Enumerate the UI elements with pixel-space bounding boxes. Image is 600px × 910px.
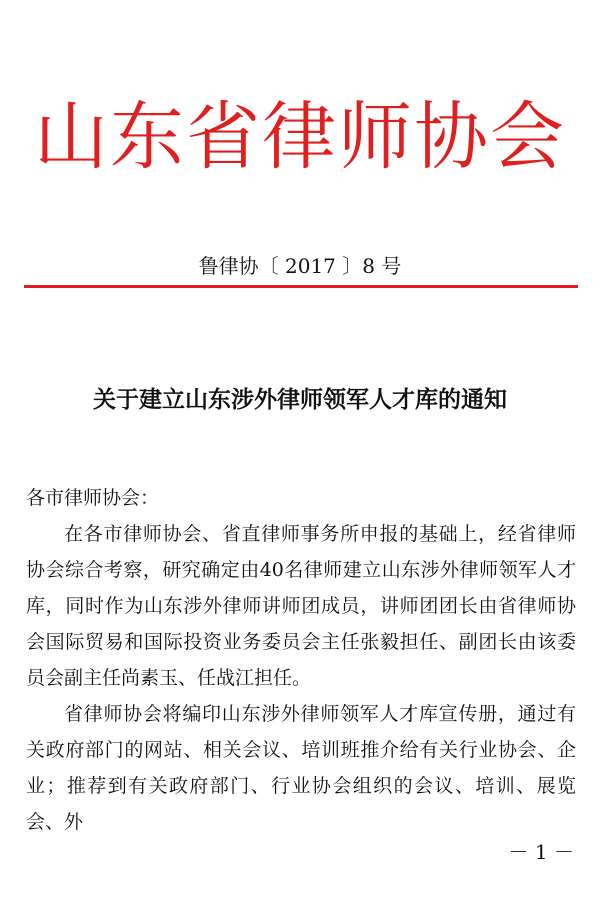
header-divider [24, 285, 578, 288]
salutation: 各市律师协会： [26, 487, 160, 509]
document-body [26, 480, 576, 840]
body-paragraph-1: 在各市律师协会、省直律师事务所申报的基础上，经省律师协会综合考察，研究确定由40名律师建立山东涉外律师领军人才库，同时作为山东涉外律师讲师团成员，讲师团团长由省律师协会国际贸易和国际投资业务委员会主任张毅担任、副团长由该委员会副主任尚素玉、任战江担任。 [26, 523, 576, 689]
document-number: 鲁律协〔 2017 〕8 号 [198, 254, 402, 278]
page-number: － 1 － [508, 840, 574, 864]
organization-letterhead: 山东省律师协会 [34, 94, 566, 180]
body-paragraph-2: 省律师协会将编印山东涉外律师领军人才库宣传册，通过有关政府部门的网站、相关会议、培训班推介给有关行业协会、企业；推荐到有关政府部门、行业协会组织的会议、培训、展览会、外 [26, 703, 576, 833]
document-title: 关于建立山东涉外律师领军人才库的通知 [93, 386, 507, 413]
